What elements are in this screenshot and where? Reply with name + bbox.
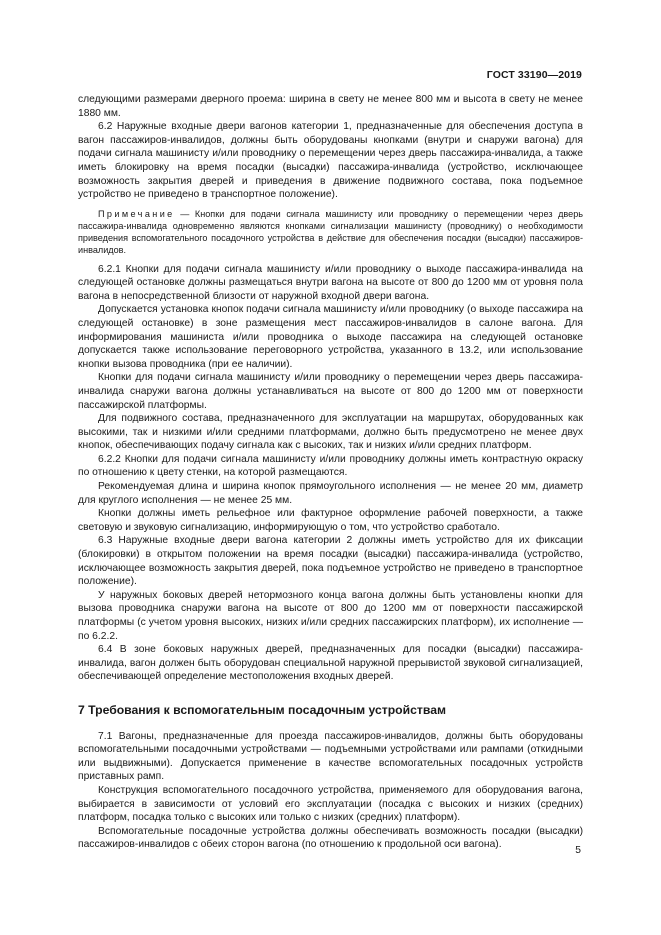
paragraph: Кнопки должны иметь рельефное или фактурное оформление рабочей поверхности, а также световую и звуковую сигнализацию, информирующую о том, что устройство сработало. [78, 508, 583, 533]
paragraph-6-2: 6.2 Наружные входные двери вагонов категории 1, предназначенные для обеспечения доступа в вагон пассажиров-инвалидов, должны быть оборудованы кнопками (внутри и снаружи вагона) для подачи сигнала машинисту и/или проводнику о перемещении через дверь пассажира-инвалида, а также иметь блокировку на время посадки (высадки) пассажира-инвалида (устройство, исключающее возможность закрытия дверей и приведения в движение подвижного состава, пока подъемное устройство не приведено в транспортное положение). [78, 121, 583, 201]
paragraph-continuation: следующими размерами дверного проема: ширина в свету не менее 800 мм и высота в свету не менее 1880 мм. [78, 94, 583, 119]
paragraph-7-1: 7.1 Вагоны, предназначенные для проезда пассажиров-инвалидов, должны быть оборудованы вспомогательными посадочными устройствами — подъемными устройствами или рампами (откидными или выдвижными). Допускается применение в качестве вспомогательных посадочных устройств приставных рамп. [78, 730, 583, 783]
paragraph-6-4: 6.4 В зоне боковых наружных дверей, предназначенных для посадки (высадки) пассажира-инвалида, вагон должен быть оборудован специальной наружной прерывистой звуковой сигнализацией, обеспечивающей определение местоположения входных дверей. [78, 644, 583, 683]
paragraph: Рекомендуемая длина и ширина кнопок прямоугольного исполнения — не менее 20 мм, диаметр для круглого исполнения — не менее 25 мм. [78, 481, 583, 506]
document-body [78, 93, 583, 852]
paragraph: Вспомогательные посадочные устройства должны обеспечивать возможность посадки (высадки) пассажиров-инвалидов с обеих сторон вагона (по отношению к продольной оси вагона). [78, 825, 583, 851]
document-code: ГОСТ 33190—2019 [486, 69, 582, 81]
paragraph-6-2-2: 6.2.2 Кнопки для подачи сигнала машинисту и/или проводнику должны иметь контрастную окраску по отношению к цвету стенки, на которой размещаются. [78, 453, 583, 479]
paragraph-6-3: 6.3 Наружные входные двери вагона категории 2 должны иметь устройство для их фиксации (блокировки) в открытом положении на время посадки (высадки) пассажира-инвалида (устройство, исключающее возможность закрытия дверей, пока подъемное устройство не приведено в транспортное положение). [78, 535, 583, 588]
note-block [78, 208, 583, 257]
paragraph: Допускается установка кнопок подачи сигнала машинисту и/или проводнику (о выходе пассажира на следующей остановке) в зоне размещения мест пассажиров-инвалидов в салоне вагона. Для информирования машиниста и/или проводника о выходе пассажира на следующей остановке допускается также использование переговорного устройства, указанного в 13.2, или использование кнопки вызова проводника (при ее наличии). [78, 304, 583, 370]
paragraph: У наружных боковых дверей нетормозного конца вагона должны быть установлены кнопки для вызова проводника снаружи вагона на высоте от 800 до 1200 мм от поверхности пассажирской платформы (с учетом уровня высоких, низких и/или средних пассажирских платформ), их исполнение — по 6.2.2. [78, 589, 583, 642]
note-label: Примечание [98, 208, 175, 219]
paragraph: Для подвижного состава, предназначенного для эксплуатации на маршрутах, оборудованных как высокими, так и низкими и/или средними платформами, должно быть предусмотрено не менее двух кнопок, обеспечивающих подачу сигнала как с высоких, так и низких и/или средних платформ. [78, 413, 583, 452]
paragraph-6-2-1: 6.2.1 Кнопки для подачи сигнала машинисту и/или проводнику о выходе пассажира-инвалида на следующей остановке должны размещаться внутри вагона на высоте от 800 до 1200 мм от уровня пола вагона в непосредственной близости от наружной входной двери вагона. [78, 263, 583, 302]
paragraph: Конструкция вспомогательного посадочного устройства, применяемого для оборудования вагона, выбирается в зависимости от условий его эксплуатации (посадка с высоких и низких (средних) платформ, посадка только с высоких или только с низких (средних) платформ). [78, 784, 583, 824]
section-title: 7 Требования к вспомогательным посадочным устройствам [78, 702, 446, 717]
paragraph: Кнопки для подачи сигнала машинисту и/или проводнику о перемещении через дверь пассажира-инвалида снаружи вагона должны устанавливаться на высоте от 800 до 1200 мм от поверхности пассажирской платформы. [78, 372, 583, 411]
page-number: 5 [575, 845, 581, 856]
note-text: — Кнопки для подачи сигнала машинисту или проводнику о перемещении через дверь пассажира-инвалида одновременно являются кнопками сигнализации машинисту (проводнику) о необходимости приведения вспомогательного посадочного устройства в действие для обеспечения посадки (высадки) пассажиров-инвалидов. [78, 208, 583, 256]
